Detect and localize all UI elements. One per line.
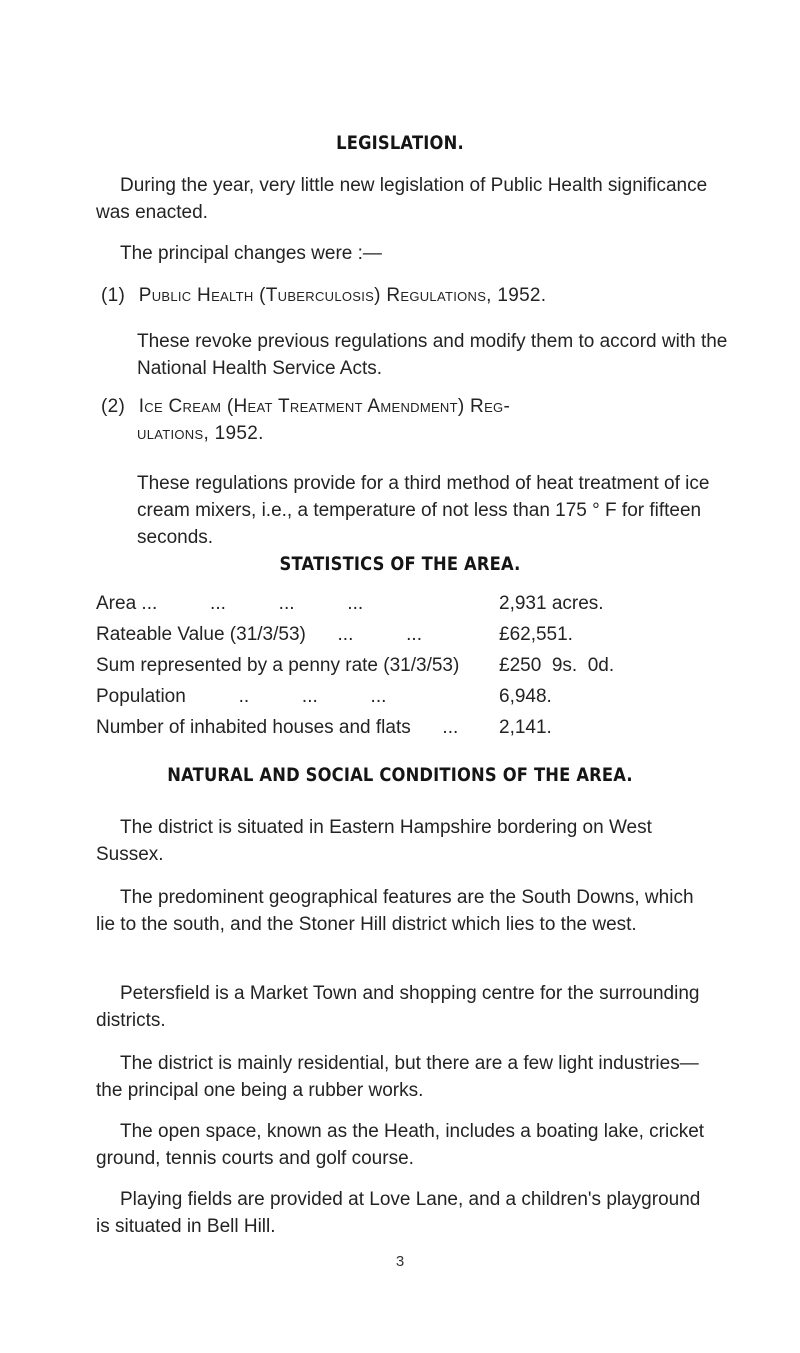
stat-label: Sum represented by a penny rate (31/3/53)	[96, 655, 460, 676]
stat-value: £250 9s. 0d.	[499, 655, 615, 676]
item-2-title-line-1: Ice Cream (Heat Treatment Amendment) Reg-	[138, 396, 511, 417]
conditions-paragraph: Petersfield is a Market Town and shopping centre for the surrounding districts.	[96, 983, 700, 1031]
stat-value: £62,551.	[499, 624, 573, 645]
statistics-heading: STATISTICS OF THE AREA.	[279, 553, 521, 575]
stat-row	[96, 714, 736, 742]
page-number: 3	[395, 1253, 405, 1270]
conditions-paragraph: The district is mainly residential, but there are a few light industries—the principal one being a rubber works.	[96, 1053, 699, 1101]
stat-row	[96, 590, 736, 618]
conditions-heading: NATURAL AND SOCIAL CONDITIONS OF THE AREA.	[167, 764, 633, 786]
conditions-paragraph: The predominent geographical features are the South Downs, which lie to the south, and the Stoner Hill district which lies to the west.	[96, 887, 694, 935]
stat-row	[96, 683, 736, 711]
stat-value: 2,141.	[499, 717, 552, 738]
legislation-item-1-body: These revoke previous regulations and modify them to accord with the National Health Service Acts.	[137, 331, 728, 379]
stat-row	[96, 621, 736, 649]
stat-label: Population .. ... ...	[96, 686, 387, 707]
item-2-number: (2)	[101, 396, 126, 417]
item-1-number: (1)	[101, 285, 126, 306]
item-2-title-line-2: ulations, 1952.	[137, 423, 264, 444]
legislation-item-1-heading	[101, 282, 741, 309]
conditions-paragraph: The district is situated in Eastern Hampshire bordering on West Sussex.	[96, 817, 652, 865]
statistics-table	[96, 590, 736, 742]
legislation-heading: LEGISLATION.	[336, 132, 464, 154]
changes-intro: The principal changes were :—	[120, 243, 382, 264]
legislation-item-2-body: These regulations provide for a third method of heat treatment of ice cream mixers, i.e., a temperature of not less than 175 ° F for fifteen seconds.	[137, 473, 710, 548]
stat-label: Rateable Value (31/3/53) ... ...	[96, 624, 422, 645]
stat-label: Area ... ... ... ...	[96, 593, 364, 614]
stat-value: 6,948.	[499, 686, 552, 707]
legislation-intro: During the year, very little new legislation of Public Health significance was enacted.	[96, 175, 708, 223]
stat-row	[96, 652, 736, 680]
conditions-paragraph: The open space, known as the Heath, includes a boating lake, cricket ground, tennis courts and golf course.	[96, 1121, 705, 1169]
legislation-item-2-heading	[101, 393, 741, 420]
item-1-title: Public Health (Tuberculosis) Regulations, 1952.	[138, 285, 547, 306]
conditions-paragraph: Playing fields are provided at Love Lane, and a children's playground is situated in Bell Hill.	[96, 1189, 701, 1237]
stat-label: Number of inhabited houses and flats ...	[96, 717, 459, 738]
stat-value: 2,931 acres.	[499, 593, 604, 614]
